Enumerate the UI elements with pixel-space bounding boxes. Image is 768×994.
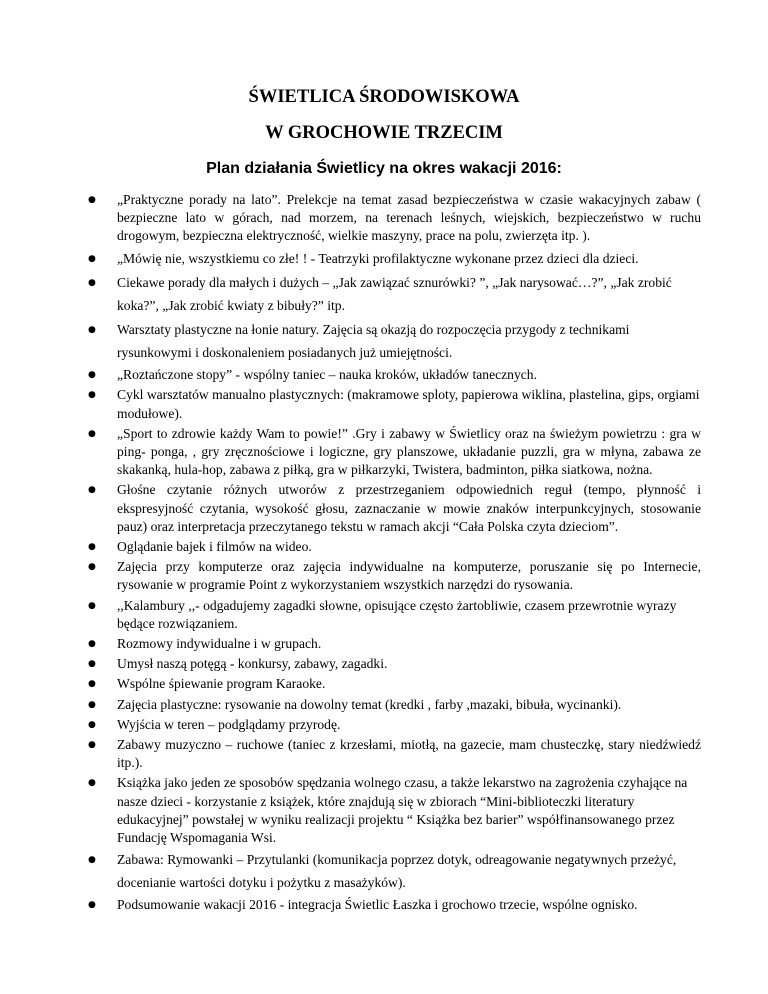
bullet-icon: ●: [88, 485, 96, 496]
list-item: [88, 716, 701, 734]
list-item: [88, 655, 701, 673]
list-item-text: „Mówię nie, wszystkiemu co złe! ! - Teatrzyki profilaktyczne wykonane przez dzieci dla dzieci.: [117, 250, 639, 266]
list-item-text: „Roztańczone stopy” - wspólny taniec – nauka kroków, układów tanecznych.: [117, 367, 538, 383]
page-title-line-2: W GROCHOWIE TRZECIM: [265, 123, 503, 143]
list-item-text: Zajęcia plastyczne: rysowanie na dowolny temat (kredki , farby ,mazaki, bibuła, wycinanki).: [117, 696, 622, 712]
list-item: [88, 558, 701, 594]
list-item-text: Warsztaty plastyczne na łonie natury. Zajęcia są okazją do rozpoczęcia przygody z technikami rysunkowymi i doskonaleniem posiadanych już umiejętności.: [117, 322, 630, 360]
list-item: [88, 736, 701, 772]
bullet-icon: ●: [88, 370, 96, 381]
bullet-icon: ●: [88, 541, 96, 552]
bullet-icon: ●: [88, 278, 96, 289]
list-item-text: Zajęcia przy komputerze oraz zajęcia indywidualne na komputerze, poruszanie się po Internecie, rysowanie w programie Point z wykorzystaniem wszystkich narzędzi do rysowania.: [117, 559, 701, 593]
bullet-icon: ●: [88, 390, 96, 401]
plan-subtitle: Plan działania Świetlicy na okres wakacji 2016:: [206, 160, 562, 177]
bullet-icon: ●: [88, 855, 96, 866]
bullet-icon: ●: [88, 325, 96, 336]
list-item: [88, 319, 701, 364]
bullet-icon: ●: [88, 699, 96, 710]
list-item: [88, 248, 701, 271]
list-item: [88, 849, 701, 894]
bullet-icon: ●: [88, 659, 96, 670]
list-item-text: Głośne czytanie różnych utworów z przestrzeganiem odpowiednich reguł (tempo, płynność i ekspresyjność czytania, wysokość głosu, zaznaczanie w mowie znaków interpunkcyjnych, stosowanie pauz) oraz interpretacja przeczytanego tekstu w ramach akcji “Cała Polska czyta dzieciom”.: [117, 482, 701, 534]
list-item-text: Zabawa: Rymowanki – Przytulanki (komunikacja poprzez dotyk, odreagowanie negatywnych przeżyć, docenianie wartości dotyku i pożytku z masażyków).: [117, 852, 677, 890]
bullet-icon: ●: [88, 778, 96, 789]
list-item: [88, 272, 701, 317]
list-item: [88, 538, 701, 556]
bullet-icon: ●: [88, 195, 96, 205]
list-item-text: ,,Kalambury ,,- odgadujemy zagadki słowne, opisujące często żartobliwie, czasem przewrotnie wyrazy będące rozwiązaniem.: [117, 597, 677, 631]
list-item-text: „Sport to zdrowie każdy Wam to powie!” .Gry i zabawy w Świetlicy oraz na świeżym powietrzu : gra w ping- ponga, , gry zręcznościowe i logiczne, gry planszowe, układanie puzzli, gra w młyna, zabawa ze skakanką, hula-hop, zabawa z piłką, gra w piłkarzyki, Twistera, badminton, piłka siatkowa, nożna.: [117, 425, 701, 478]
list-item-text: Zabawy muzyczno – ruchowe (taniec z krzesłami, miotłą, na gazecie, mam chusteczkę, stary niedźwiedź itp.).: [117, 736, 701, 771]
bullet-icon: ●: [88, 253, 96, 264]
page-title: ŚWIETLICA ŚRODOWISKOWA: [248, 87, 520, 107]
list-item-text: Cykl warsztatów manualno plastycznych: (makramowe sploty, papierowa wiklina, plastelina, gips, orgiami modułowe).: [117, 387, 700, 421]
bullet-icon: ●: [88, 900, 96, 911]
list-item-text: „Praktyczne porady na lato”. Prelekcje na temat zasad bezpieczeństwa w czasie wakacyjnych zabaw ( bezpieczne lato w górach, nad morzem, na terenach leśnych, wiejskich, bezpieczeństwo w ruchu drogowym, bezpieczna elektryczność, wielkie maszyny, prace na polu, zwierzęta itp. ).: [117, 192, 701, 244]
list-item: [88, 386, 701, 422]
list-item-text: Podsumowanie wakacji 2016 - integracja Świetlic Łaszka i grochowo trzecie, wspólne ognisko.: [117, 897, 638, 913]
list-item-text: Wspólne śpiewanie program Karaoke.: [117, 676, 326, 692]
list-item: [88, 597, 701, 633]
list-item-text: Rozmowy indywidualne i w grupach.: [117, 635, 322, 651]
list-item: [88, 896, 701, 914]
list-item: [88, 635, 701, 653]
list-item-text: Oglądanie bajek i filmów na wideo.: [117, 538, 312, 554]
list-item: [88, 675, 701, 693]
list-item: [88, 191, 701, 246]
bullet-icon: ●: [88, 638, 96, 649]
bullet-icon: ●: [88, 600, 96, 611]
list-item: [88, 481, 701, 536]
bullet-icon: ●: [88, 719, 96, 730]
bullet-icon: ●: [88, 739, 96, 750]
list-item-text: Umysł naszą potęgą - konkursy, zabawy, zagadki.: [117, 656, 388, 672]
bullet-icon: ●: [88, 428, 96, 439]
list-item-text: Książka jako jeden ze sposobów spędzania wolnego czasu, a także lekarstwo na zagrożenia czyhające na nasze dzieci - korzystanie z książek, które znajdują się w zbiorach “Mini-biblioteczki literatury edukacyjnej” powstałej w wyniku realizacji projektu “ Książka bez barier” współfinansowanego przez Fundację Wspomagania Wsi.: [117, 775, 688, 845]
list-item-text: Ciekawe porady dla małych i dużych – „Jak zawiązać sznurówki? ”, „Jak narysować…?”, „Jak zrobić koka?”, „Jak zrobić kwiaty z bibuły?” itp.: [117, 275, 672, 313]
bullet-icon: ●: [88, 562, 96, 573]
list-item: [88, 696, 701, 714]
activity-list: [88, 191, 701, 916]
list-item-text: Wyjścia w teren – podglądamy przyrodę.: [117, 716, 341, 732]
list-item: [88, 774, 701, 847]
list-item: [88, 425, 701, 480]
list-item: [88, 366, 701, 384]
bullet-icon: ●: [88, 679, 96, 690]
